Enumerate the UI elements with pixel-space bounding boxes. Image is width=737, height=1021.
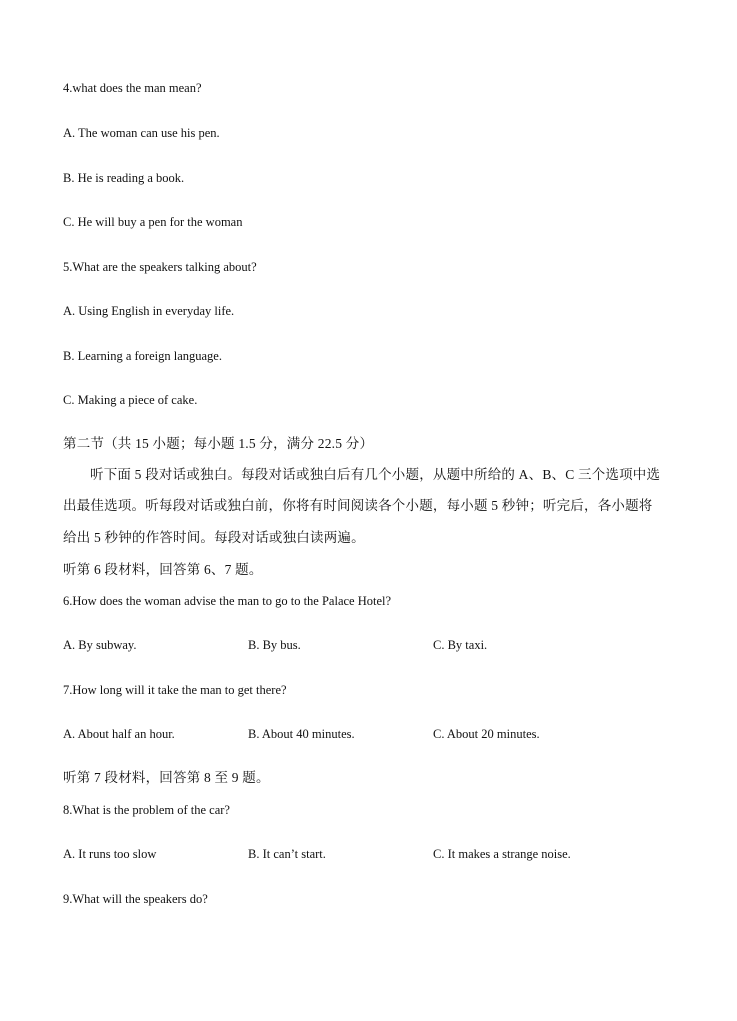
material-6-heading: 听第 6 段材料，回答第 6、7 题。 bbox=[63, 562, 263, 577]
q6-option-c: C. By taxi. bbox=[433, 638, 488, 652]
q8-option-a: A. It runs too slow bbox=[63, 847, 157, 861]
q7-option-c: C. About 20 minutes. bbox=[433, 727, 540, 741]
q5-option-b: B. Learning a foreign language. bbox=[63, 349, 222, 363]
q5-option-a: A. Using English in everyday life. bbox=[63, 304, 235, 318]
material-7-heading: 听第 7 段材料，回答第 8 至 9 题。 bbox=[63, 770, 270, 785]
q4-option-a: A. The woman can use his pen. bbox=[63, 126, 220, 140]
section-heading: 第二节（共 15 小题；每小题 1.5 分，满分 22.5 分） bbox=[63, 436, 374, 451]
q6-option-a: A. By subway. bbox=[63, 638, 137, 652]
q7-options bbox=[63, 726, 683, 742]
q8-options bbox=[63, 846, 683, 862]
question-9: 9.What will the speakers do? bbox=[63, 892, 208, 906]
q6-option-b: B. By bus. bbox=[248, 638, 301, 652]
question-6: 6.How does the woman advise the man to go to the Palace Hotel? bbox=[63, 594, 392, 608]
q8-option-c: C. It makes a strange noise. bbox=[433, 847, 571, 861]
instruction-line-2: 出最佳选项。听每段对话或独白前，你将有时间阅读各个小题，每小题 5 秒钟；听完后，各小题将 bbox=[63, 498, 653, 513]
q6-options bbox=[63, 637, 683, 653]
instruction-line-3: 给出 5 秒钟的作答时间。每段对话或独白读两遍。 bbox=[63, 530, 365, 545]
question-4: 4.what does the man mean? bbox=[63, 81, 202, 95]
question-7: 7.How long will it take the man to get there? bbox=[63, 683, 287, 697]
q7-option-a: A. About half an hour. bbox=[63, 727, 175, 741]
q4-option-c: C. He will buy a pen for the woman bbox=[63, 215, 243, 229]
q5-option-c: C. Making a piece of cake. bbox=[63, 393, 198, 407]
q7-option-b: B. About 40 minutes. bbox=[248, 727, 355, 741]
instruction-line-1: 听下面 5 段对话或独白。每段对话或独白后有几个小题，从题中所给的 A、B、C 三个选项中选 bbox=[90, 467, 661, 482]
question-5: 5.What are the speakers talking about? bbox=[63, 260, 257, 274]
q4-option-b: B. He is reading a book. bbox=[63, 171, 185, 185]
q8-option-b: B. It can’t start. bbox=[248, 847, 326, 861]
question-8: 8.What is the problem of the car? bbox=[63, 803, 230, 817]
